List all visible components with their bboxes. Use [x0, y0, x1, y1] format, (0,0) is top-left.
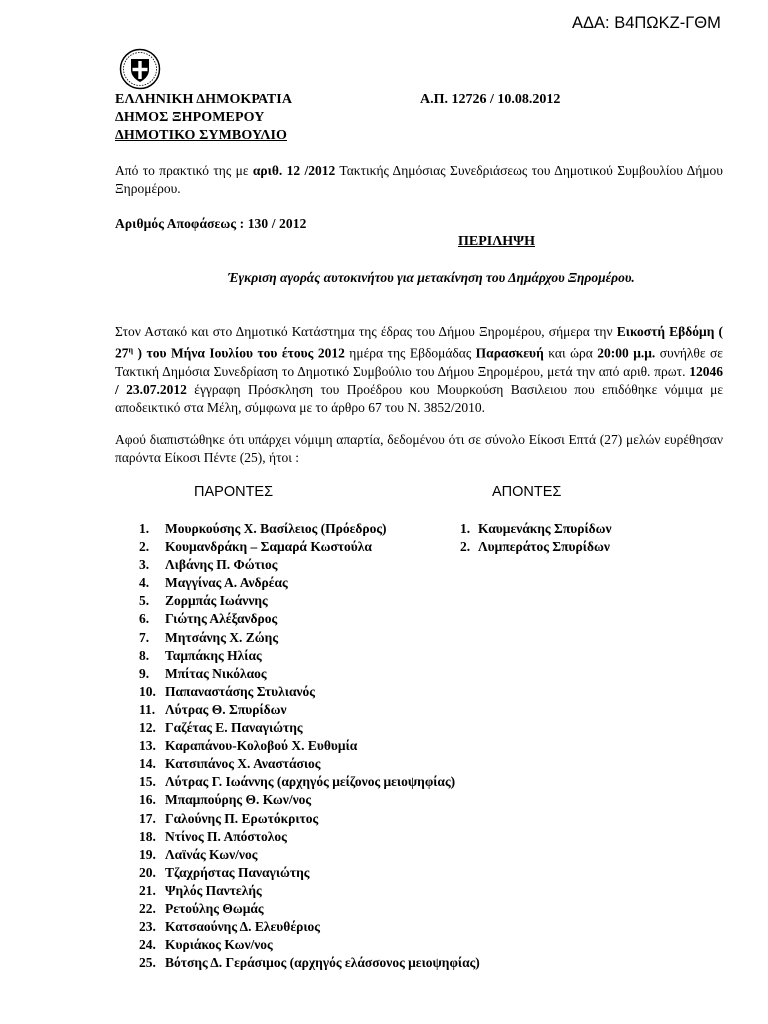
- member-number: 24.: [139, 937, 156, 953]
- member-number: 14.: [139, 756, 156, 772]
- present-member: [139, 882, 480, 900]
- body-date-month-year: ) του Μήνα Ιουλίου του έτους 2012: [133, 345, 345, 361]
- member-number: 11.: [139, 701, 156, 717]
- member-name: Μπαμπούρης Θ. Κων/νος: [165, 792, 312, 808]
- member-number: 6.: [139, 611, 150, 627]
- member-number: 15.: [139, 774, 156, 790]
- member-number: 1.: [460, 521, 471, 536]
- protocol-number: Α.Π. 12726 / 10.08.2012: [420, 92, 561, 107]
- present-member: [139, 556, 480, 574]
- body-text-2: ημέρα της Εβδομάδας: [344, 345, 476, 361]
- member-name: Βότσης Δ. Γεράσιμος (αρχηγός ελάσσονος μειοψηφίας): [165, 955, 480, 971]
- present-member: [139, 864, 480, 882]
- member-number: 20.: [139, 864, 156, 880]
- body-paragraph: [115, 323, 723, 417]
- present-member: [139, 791, 480, 809]
- quorum-paragraph: Αφού διαπιστώθηκε ότι υπάρχει νόμιμη απαρτία, δεδομένου ότι σε σύνολο Είκοσι Επτά (27) μελών ευρέθησαν παρόντα Είκοσι Πέντε (25), ήτοι :: [115, 432, 723, 465]
- present-member: [139, 647, 480, 665]
- member-number: 2.: [139, 539, 150, 555]
- present-member: [139, 665, 480, 683]
- present-member: [139, 936, 480, 954]
- decision-subject: Έγκριση αγοράς αυτοκινήτου για μετακίνηση του Δημάρχου Ξηρομέρου.: [228, 270, 635, 285]
- present-member: [139, 846, 480, 864]
- greek-coat-of-arms-icon: [119, 48, 161, 90]
- member-name: Μπίτας Νικόλαος: [165, 665, 267, 681]
- member-name: Κουμανδράκη – Σαμαρά Κωστούλα: [165, 539, 372, 555]
- member-name: Παπαναστάσης Στυλιανός: [165, 683, 315, 699]
- body-invitation-ref: 12046 / 23.07.2012: [115, 363, 723, 397]
- member-number: 21.: [139, 882, 156, 898]
- member-number: 18.: [139, 828, 156, 844]
- member-name: Ζορμπάς Ιωάννης: [165, 593, 268, 609]
- body-time: 20:00 μ.μ.: [597, 345, 656, 361]
- member-name: Κυριάκος Κων/νος: [165, 937, 273, 953]
- member-number: 12.: [139, 720, 156, 736]
- body-weekday: Παρασκευή: [475, 345, 544, 361]
- member-number: 22.: [139, 900, 156, 916]
- member-name: Ψηλός Παντελής: [165, 882, 262, 898]
- member-name: Καυμενάκης Σπυρίδων: [478, 521, 612, 536]
- member-number: 9.: [139, 665, 150, 681]
- intro-paragraph: [115, 162, 723, 198]
- member-name: Λιβάνης Π. Φώτιος: [165, 557, 278, 573]
- present-member: [139, 683, 480, 701]
- member-name: Λύτρας Θ. Σπυρίδων: [165, 701, 287, 717]
- present-member: [139, 773, 480, 791]
- absent-member: [460, 538, 612, 556]
- member-number: 1.: [139, 521, 150, 536]
- body-text-5: έγγραφη Πρόσκληση του Προέδρου κου Μουρκούση Βασιλειου που επιδόθηκε νόμιμα με αποδεικτικό στα Μέλη, σύμφωνα με το άρθρο 67 του Ν. 3852/2010.: [115, 381, 723, 415]
- present-member: [139, 954, 480, 972]
- summary-title: ΠΕΡΙΛΗΨΗ: [458, 234, 535, 249]
- present-member: [139, 918, 480, 936]
- present-member: [139, 520, 480, 538]
- absent-members-list: [460, 520, 612, 556]
- intro-text-start: Από το πρακτικό της με: [115, 163, 253, 178]
- present-members-list: [139, 520, 480, 972]
- member-name: Ταμπάκης Ηλίας: [165, 647, 262, 663]
- intro-text-end: Τακτικής Δημόσιας Συνεδριάσεως του Δημοτικού Συμβουλίου Δήμου Ξηρομέρου.: [115, 163, 723, 196]
- present-member: [139, 701, 480, 719]
- member-name: Μητσάνης Χ. Ζώης: [165, 629, 279, 645]
- present-member: [139, 737, 480, 755]
- member-name: Μαγγίνας Α. Ανδρέας: [165, 575, 288, 591]
- body-text-4: συνήλθε σε Τακτική Δημόσια Συνεδρίαση το Δημοτικό Συμβούλιο του Δήμου Ξηρομέρου, μετά την από αριθ. πρωτ.: [115, 345, 723, 379]
- present-member: [139, 538, 480, 556]
- present-member: [139, 755, 480, 773]
- member-name: Γαζέτας Ε. Παναγιώτης: [165, 720, 303, 736]
- member-number: 23.: [139, 919, 156, 935]
- member-number: 25.: [139, 955, 156, 971]
- member-number: 16.: [139, 792, 156, 808]
- member-name: Καραπάνου-Κολοβού Χ. Ευθυμία: [165, 738, 358, 754]
- body-date-sup: η: [128, 345, 134, 354]
- header-council: ΔΗΜΟΤΙΚΟ ΣΥΜΒΟΥΛΙΟ: [115, 128, 287, 143]
- present-member: [139, 574, 480, 592]
- member-name: Γιώτης Αλέξανδρος: [165, 611, 278, 627]
- present-member: [139, 810, 480, 828]
- member-name: Κατσιπάνος Χ. Αναστάσιος: [165, 756, 321, 772]
- present-member: [139, 719, 480, 737]
- member-name: Λυμπεράτος Σπυρίδων: [478, 539, 610, 555]
- member-name: Γαλούνης Π. Ερωτόκριτος: [165, 810, 319, 826]
- member-number: 13.: [139, 738, 156, 754]
- member-name: Λαϊνάς Κων/νος: [165, 846, 258, 862]
- present-member: [139, 610, 480, 628]
- decision-number: Αριθμός Αποφάσεως : 130 / 2012: [115, 216, 307, 231]
- header-country: ΕΛΛΗΝΙΚΗ ΔΗΜΟΚΡΑΤΙΑ: [115, 92, 293, 107]
- absent-member: [460, 520, 612, 538]
- body-date-day: Εικοστή Εβδόμη ( 27: [115, 324, 724, 361]
- member-name: Ρετούλης Θωμάς: [165, 900, 264, 916]
- present-member: [139, 629, 480, 647]
- present-member: [139, 828, 480, 846]
- session-number: αριθ. 12 /2012: [252, 163, 336, 178]
- member-name: Ντίνος Π. Απόστολος: [165, 828, 287, 844]
- member-name: Λύτρας Γ. Ιωάννης (αρχηγός μείζονος μειοψηφίας): [165, 774, 456, 790]
- member-number: 2.: [460, 539, 471, 555]
- member-number: 10.: [139, 683, 156, 699]
- body-text-3: και ώρα: [543, 345, 598, 361]
- member-name: Τζαχρήστας Παναγιώτης: [165, 864, 310, 880]
- member-number: 3.: [139, 557, 150, 573]
- member-name: Μουρκούσης Χ. Βασίλειος (Πρόεδρος): [165, 521, 387, 536]
- member-number: 19.: [139, 846, 156, 862]
- body-text-1: Στον Αστακό και στο Δημοτικό Κατάστημα της έδρας του Δήμου Ξηρομέρου, σήμερα την: [115, 324, 617, 339]
- member-number: 17.: [139, 810, 156, 826]
- member-number: 7.: [139, 629, 150, 645]
- member-number: 5.: [139, 593, 150, 609]
- ada-code: ΑΔΑ: Β4ΠΩΚΖ-ΓΘΜ: [572, 14, 721, 32]
- member-number: 8.: [139, 647, 150, 663]
- absent-title: ΑΠΟΝΤΕΣ: [492, 484, 562, 500]
- present-member: [139, 592, 480, 610]
- member-name: Κατσαούνης Δ. Ελευθέριος: [165, 919, 320, 935]
- member-number: 4.: [139, 575, 150, 591]
- present-member: [139, 900, 480, 918]
- present-title: ΠΑΡΟΝΤΕΣ: [194, 484, 274, 500]
- header-municipality: ΔΗΜΟΣ ΞΗΡΟΜΕΡΟΥ: [115, 110, 265, 125]
